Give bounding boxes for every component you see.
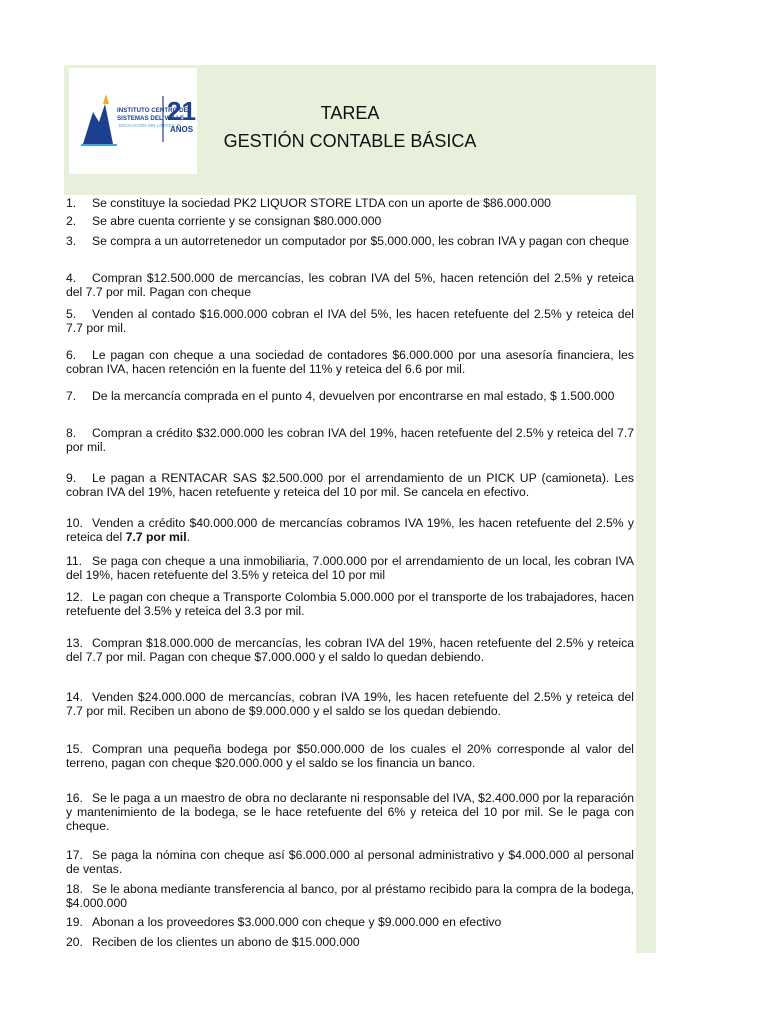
document-subtitle: GESTIÓN CONTABLE BÁSICA — [223, 131, 477, 151]
logo-tagline: EDUCACIÓN SIN LÍMITES — [119, 123, 175, 128]
item-text: Compran una pequeña bodega por $50.000.000 de los cuales el 20% corresponde al valor del terreno, pagan con cheque $20.000.000 y el saldo se los financia un banco. — [66, 742, 634, 770]
item-number: 4. — [66, 271, 77, 285]
logo-graphic — [77, 82, 196, 162]
item-text: Se paga la nómina con cheque así $6.000.000 al personal administrativo y $4.000.000 al personal de ventas. — [66, 848, 634, 876]
list-item-20 — [66, 935, 634, 949]
list-item-3 — [66, 234, 634, 248]
item-text: Venden a crédito $40.000.000 de mercancías cobramos IVA 19%, les hacen retefuente del 2.5% y reteica del — [66, 516, 634, 544]
list-item-19 — [66, 915, 634, 929]
item-number: 6. — [66, 348, 77, 362]
item-number: 17. — [66, 848, 83, 862]
list-item-5 — [66, 307, 634, 335]
item-text: Compran $18.000.000 de mercancías, les cobran IVA del 19%, hacen retefuente del 2.5% y reteica del 7.7 por mil. Pagan con cheque $7.000.000 y el saldo lo quedan debiendo. — [66, 636, 634, 664]
item-number: 12. — [66, 590, 83, 604]
item-number: 18. — [66, 882, 83, 896]
item-number: 1. — [66, 196, 77, 210]
item-text: Se abre cuenta corriente y se consignan $80.000.000 — [92, 214, 382, 228]
list-item-10 — [66, 516, 634, 544]
item-text: Compran $12.500.000 de mercancías, les cobran IVA del 5%, hacen retención del 2.5% y reteica del 7.7 por mil. Pagan con cheque — [66, 271, 634, 299]
list-item-15 — [66, 742, 634, 770]
item-number: 3. — [66, 234, 77, 248]
logo-anniversary-number: 21 — [167, 96, 196, 126]
list-item-17 — [66, 848, 634, 876]
list-item-2 — [66, 214, 634, 228]
item-text: Compran a crédito $32.000.000 les cobran IVA del 19%, hacen retefuente del 2.5% y reteica del 7.7 por mil. — [66, 426, 634, 454]
item-number: 19. — [66, 915, 83, 929]
institution-logo — [69, 68, 197, 174]
item-number: 10. — [66, 516, 83, 530]
item-text: Se le abona mediante transferencia al banco, por al préstamo recibido para la compra de la bodega, $4.000.000 — [66, 882, 634, 910]
item-number: 9. — [66, 471, 77, 485]
item-text: De la mercancía comprada en el punto 4, devuelven por encontrarse en mal estado, $ 1.500.000 — [92, 389, 615, 403]
item-text: Venden $24.000.000 de mercancías, cobran IVA 19%, les hacen retefuente del 2.5% y reteica del 7.7 por mil. Reciben un abono de $9.000.000 y el saldo se los quedan debiendo. — [66, 690, 634, 718]
logo-anniversary-word: AÑOS — [170, 125, 194, 134]
item-number: 20. — [66, 935, 83, 949]
item-number: 14. — [66, 690, 83, 704]
item-text: Reciben de los clientes un abono de $15.000.000 — [92, 935, 360, 949]
list-item-12 — [66, 590, 634, 618]
list-item-4 — [66, 271, 634, 299]
item-number: 2. — [66, 214, 77, 228]
item-number: 16. — [66, 791, 83, 805]
item-text-bold: 7.7 por mil — [125, 530, 187, 544]
item-text: Venden al contado $16.000.000 cobran el IVA del 5%, les hacen retefuente del 2.5% y reteica del 7.7 por mil. — [66, 307, 634, 335]
list-item-7 — [66, 389, 634, 403]
item-text: Abonan a los proveedores $3.000.000 con cheque y $9.000.000 en efectivo — [92, 915, 502, 929]
list-item-14 — [66, 690, 634, 718]
item-text: Le pagan a RENTACAR SAS $2.500.000 por el arrendamiento de un PICK UP (camioneta). Les cobran IVA del 19%, hacen retefuente y reteica del 10 por mil. Se cancela en efectivo. — [66, 471, 634, 499]
list-item-16 — [66, 791, 634, 833]
list-item-8 — [66, 426, 634, 454]
list-item-13 — [66, 636, 634, 664]
list-item-18 — [66, 882, 634, 910]
logo-name-line1: INSTITUTO CENTRO DE — [117, 107, 188, 114]
item-text: Se le paga a un maestro de obra no declarante ni responsable del IVA, $2.400.000 por la reparación y mantenimiento de la bodega, se le hace retefuente del 6% y reteica del 10 por mil. Se le paga con cheque. — [66, 791, 634, 833]
item-number: 13. — [66, 636, 83, 650]
item-number: 8. — [66, 426, 77, 440]
item-text-tail: . — [186, 530, 190, 544]
item-text: Se compra a un autorretenedor un computador por $5.000.000, les cobran IVA y pagan con cheque — [92, 234, 630, 248]
document-title: TAREA — [320, 103, 380, 123]
list-item-6 — [66, 348, 634, 376]
item-text: Se constituye la sociedad PK2 LIQUOR STORE LTDA con un aporte de $86.000.000 — [92, 196, 551, 210]
item-number: 7. — [66, 389, 77, 403]
item-text: Se paga con cheque a una inmobiliaria, 7.000.000 por el arrendamiento de un local, les cobran IVA del 19%, hacen retefuente del 3.5% y reteica del 10 por mil — [66, 554, 634, 582]
item-text: Le pagan con cheque a una sociedad de contadores $6.000.000 por una asesoría financiera, les cobran IVA, hacen retención en la fuente del 11% y reteica del 6.6 por mil. — [66, 348, 634, 376]
list-item-9 — [66, 471, 634, 499]
item-text: Le pagan con cheque a Transporte Colombia 5.000.000 por el transporte de los trabajadores, hacen retefuente del 3.5% y reteica del 3.3 por mil. — [66, 590, 634, 618]
item-number: 5. — [66, 307, 77, 321]
item-number: 15. — [66, 742, 83, 756]
item-number: 11. — [66, 554, 83, 568]
list-item-11 — [66, 554, 634, 582]
logo-name-line2: SISTEMAS DEL VALLE — [117, 115, 185, 122]
list-item-1 — [66, 196, 634, 210]
